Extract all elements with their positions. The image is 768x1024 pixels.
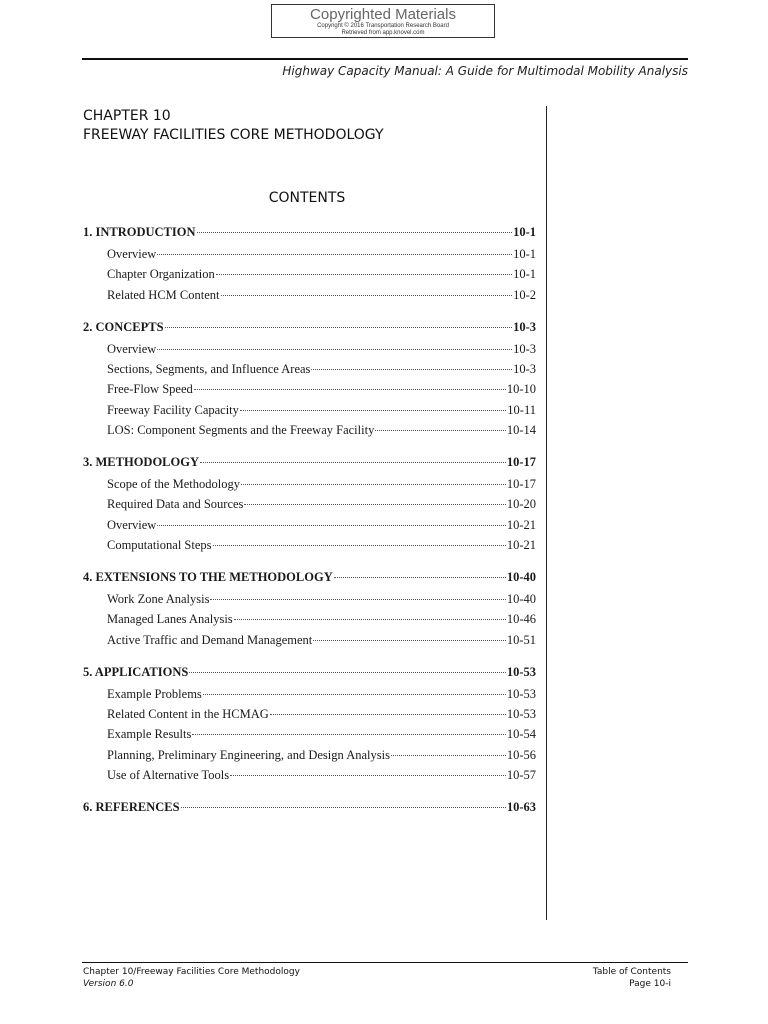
dot-leader	[375, 430, 506, 431]
chapter-number: CHAPTER 10	[83, 108, 171, 124]
toc-subsection[interactable]	[83, 359, 536, 379]
copyright-stamp	[271, 4, 495, 38]
dot-leader	[213, 545, 506, 546]
dot-leader	[313, 640, 506, 641]
toc-entry-label: Computational Steps	[107, 537, 212, 552]
table-of-contents	[83, 222, 536, 829]
toc-page-number: 10-46	[506, 612, 536, 627]
dot-leader	[230, 775, 506, 776]
toc-entry-label: Chapter Organization	[107, 267, 215, 282]
toc-page-number: 10-53	[506, 664, 536, 679]
toc-page-number: 10-63	[506, 800, 536, 815]
toc-subsection[interactable]	[83, 630, 536, 650]
toc-section-heading[interactable]	[83, 797, 536, 817]
toc-page-number: 10-51	[506, 632, 536, 647]
dot-leader	[197, 232, 513, 233]
dot-leader	[192, 734, 505, 735]
toc-section	[83, 797, 536, 817]
dot-leader	[194, 389, 506, 390]
toc-entry-label: Related HCM Content	[107, 287, 220, 302]
toc-page-number: 10-3	[513, 342, 536, 357]
running-head: Highway Capacity Manual: A Guide for Multimodal Mobility Analysis	[282, 64, 688, 78]
toc-page-number: 10-1	[513, 225, 536, 239]
toc-entry-label: Sections, Segments, and Influence Areas	[107, 362, 311, 377]
toc-section	[83, 222, 536, 305]
toc-entry-label: Work Zone Analysis	[107, 592, 210, 607]
toc-entry-label: Required Data and Sources	[107, 497, 244, 512]
toc-section	[83, 317, 536, 440]
stamp-source-line: Retrieved from app.knovel.com	[341, 30, 425, 36]
toc-subsection[interactable]	[83, 264, 536, 284]
toc-entry-label: Managed Lanes Analysis	[107, 612, 233, 627]
toc-page-number: 10-1	[513, 267, 536, 282]
toc-entry-label: Example Results	[107, 727, 192, 742]
footer-page-number: Page 10-i	[629, 979, 671, 989]
toc-page-number: 10-1	[513, 247, 536, 262]
dot-leader	[270, 714, 506, 715]
margin-divider	[546, 106, 547, 920]
contents-title: CONTENTS	[268, 190, 346, 206]
toc-subsection[interactable]	[83, 379, 536, 399]
dot-leader	[216, 274, 512, 275]
footer-right	[593, 966, 671, 990]
dot-leader	[234, 619, 506, 620]
dot-leader	[221, 295, 513, 296]
footer-rule	[82, 962, 688, 963]
toc-entry-label: 4. EXTENSIONS TO THE METHODOLOGY	[83, 570, 333, 585]
toc-page-number: 10-21	[506, 517, 536, 532]
toc-entry-label: Freeway Facility Capacity	[107, 402, 239, 417]
toc-subsection[interactable]	[83, 339, 536, 359]
dot-leader	[181, 807, 506, 808]
footer-section: Table of Contents	[592, 967, 671, 977]
toc-section-heading[interactable]	[83, 452, 536, 472]
toc-page-number: 10-3	[513, 319, 536, 334]
toc-entry-label: Overview	[107, 342, 157, 357]
toc-subsection[interactable]	[83, 244, 536, 264]
toc-entry-label: 5. APPLICATIONS	[83, 664, 189, 679]
toc-subsection[interactable]	[83, 684, 536, 704]
chapter-heading	[83, 107, 384, 145]
toc-subsection[interactable]	[83, 704, 536, 724]
toc-entry-label: 1. INTRODUCTION	[83, 225, 196, 239]
stamp-title: Copyrighted Materials	[310, 6, 456, 23]
dot-leader	[241, 484, 506, 485]
footer-version: Version 6.0	[83, 979, 134, 989]
footer-chapter: Chapter 10/Freeway Facilities Core Methodology	[83, 967, 300, 977]
toc-page-number: 10-56	[506, 747, 536, 762]
dot-leader	[157, 525, 506, 526]
dot-leader	[244, 504, 505, 505]
toc-subsection[interactable]	[83, 494, 536, 514]
toc-entry-label: 3. METHODOLOGY	[83, 455, 199, 470]
toc-section-heading[interactable]	[83, 662, 536, 682]
toc-page-number: 10-40	[506, 592, 536, 607]
footer-left	[83, 966, 300, 990]
dot-leader	[203, 694, 506, 695]
dot-leader	[157, 254, 512, 255]
toc-entry-label: Overview	[107, 247, 157, 262]
toc-entry-label: Related Content in the HCMAG	[107, 707, 269, 722]
dot-leader	[165, 327, 513, 328]
stamp-copyright-line: Copyright © 2016 Transportation Research Board	[317, 23, 449, 29]
toc-page-number: 10-17	[506, 455, 536, 470]
toc-subsection[interactable]	[83, 609, 536, 629]
toc-page-number: 10-17	[506, 477, 536, 492]
toc-entry-label: Planning, Preliminary Engineering, and Design Analysis	[107, 747, 390, 762]
toc-page-number: 10-53	[506, 707, 536, 722]
toc-subsection[interactable]	[83, 420, 536, 440]
toc-page-number: 10-40	[506, 570, 536, 585]
toc-entry-label: Scope of the Methodology	[107, 477, 240, 492]
toc-entry-label: Free-Flow Speed	[107, 382, 193, 397]
toc-subsection[interactable]	[83, 515, 536, 535]
toc-page-number: 10-14	[506, 422, 536, 437]
toc-entry-label: Overview	[107, 517, 157, 532]
toc-section-heading[interactable]	[83, 567, 536, 587]
toc-section	[83, 567, 536, 650]
toc-page-number: 10-54	[506, 727, 536, 742]
dot-leader	[240, 410, 506, 411]
toc-section	[83, 662, 536, 785]
toc-subsection[interactable]	[83, 535, 536, 555]
toc-page-number: 10-11	[507, 402, 536, 417]
toc-entry-label: Use of Alternative Tools	[107, 767, 230, 782]
toc-section	[83, 452, 536, 555]
toc-subsection[interactable]	[83, 745, 536, 765]
toc-entry-label: 2. CONCEPTS	[83, 319, 164, 334]
toc-subsection[interactable]	[83, 589, 536, 609]
toc-page-number: 10-53	[506, 687, 536, 702]
toc-subsection[interactable]	[83, 724, 536, 744]
toc-entry-label: Active Traffic and Demand Management	[107, 632, 313, 647]
toc-entry-label: LOS: Component Segments and the Freeway Facility	[107, 422, 375, 437]
toc-page-number: 10-20	[506, 497, 536, 512]
toc-page-number: 10-57	[506, 767, 536, 782]
chapter-title: FREEWAY FACILITIES CORE METHODOLOGY	[83, 127, 384, 143]
toc-section-heading[interactable]	[83, 317, 536, 337]
toc-subsection[interactable]	[83, 400, 536, 420]
dot-leader	[334, 577, 506, 578]
dot-leader	[391, 755, 506, 756]
toc-entry-label: 6. REFERENCES	[83, 800, 180, 815]
toc-subsection[interactable]	[83, 765, 536, 785]
toc-page-number: 10-21	[506, 537, 536, 552]
dot-leader	[210, 599, 505, 600]
toc-page-number: 10-10	[506, 382, 536, 397]
toc-page-number: 10-2	[513, 287, 536, 302]
dot-leader	[189, 672, 505, 673]
toc-subsection[interactable]	[83, 285, 536, 305]
toc-subsection[interactable]	[83, 474, 536, 494]
toc-page-number: 10-3	[513, 362, 536, 377]
header-rule	[82, 58, 688, 60]
dot-leader	[157, 349, 512, 350]
toc-entry-label: Example Problems	[107, 687, 202, 702]
dot-leader	[311, 369, 512, 370]
dot-leader	[200, 462, 506, 463]
toc-section-heading[interactable]	[83, 222, 536, 242]
